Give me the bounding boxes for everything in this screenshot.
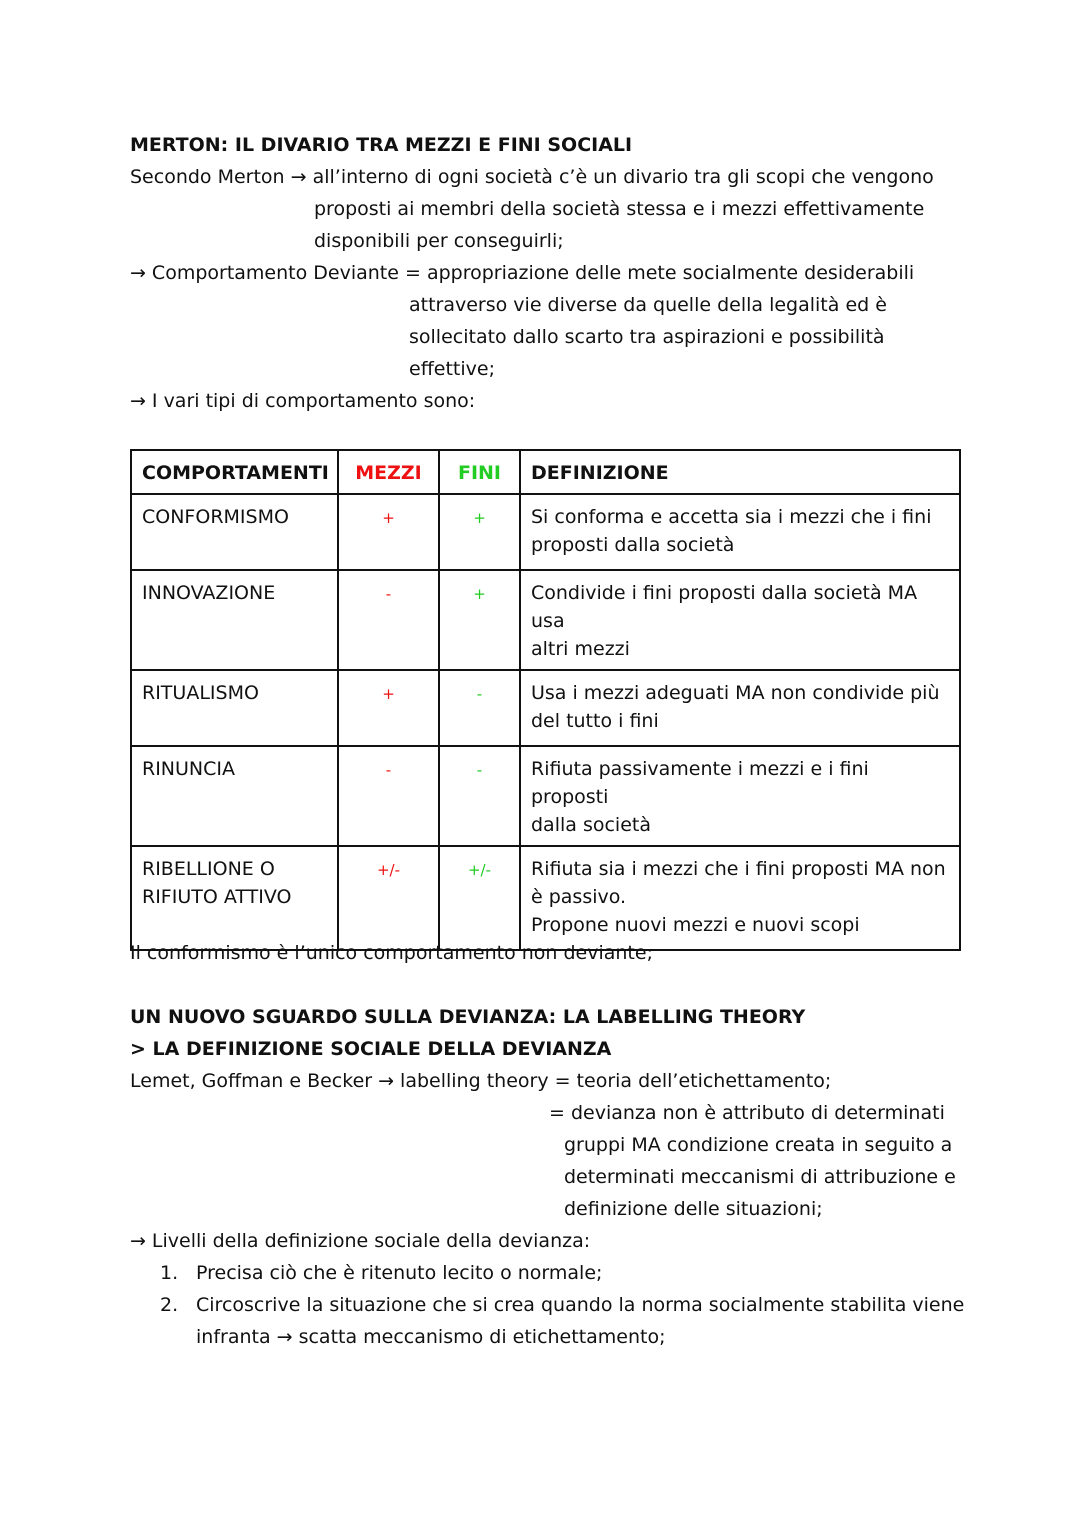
list-number: 2. xyxy=(160,1294,179,1316)
theory-text: labelling theory = teoria dell’etichettamento; xyxy=(400,1070,832,1092)
name-line: RIBELLIONE O xyxy=(142,858,275,880)
types-intro-text: I vari tipi di comportamento sono: xyxy=(151,390,476,412)
section-title-labelling: UN NUOVO SGUARDO SULLA DEVIANZA: LA LABELLING THEORY xyxy=(130,1006,806,1028)
levels-intro xyxy=(130,1225,590,1257)
fini-sign: - xyxy=(476,761,483,779)
def-line: Propone nuovi mezzi e nuovi scopi xyxy=(531,914,860,936)
deviant-line-2: attraverso vie diverse da quelle della legalità ed è xyxy=(409,294,887,316)
def-line: Si conforma e accetta sia i mezzi che i fini xyxy=(531,506,932,528)
cell-fini xyxy=(439,570,520,670)
arrow-right-icon: → xyxy=(130,1230,146,1252)
list-item-continuation xyxy=(160,1321,964,1353)
intro-label: Secondo Merton xyxy=(130,166,285,188)
cell-fini xyxy=(439,746,520,846)
arrow-right-icon: → xyxy=(130,390,146,412)
cell-definizione xyxy=(520,846,960,950)
authors: Lemet, Goffman e Becker xyxy=(130,1070,373,1092)
cell-name xyxy=(131,846,338,950)
def-line: Rifiuta passivamente i mezzi e i fini proposti xyxy=(531,758,869,808)
cell-fini xyxy=(439,846,520,950)
table-row xyxy=(131,846,960,950)
arrow-right-icon: → xyxy=(290,166,307,188)
cell-definizione xyxy=(520,746,960,846)
fini-sign: + xyxy=(473,509,486,527)
def-line: del tutto i fini xyxy=(531,710,659,732)
cell-fini xyxy=(439,670,520,746)
list-text: Precisa ciò che è ritenuto lecito o normale; xyxy=(196,1262,603,1284)
cell-name: CONFORMISMO xyxy=(131,494,338,570)
list-number: 1. xyxy=(160,1262,179,1284)
fini-sign: +/- xyxy=(467,861,492,879)
fini-sign: - xyxy=(476,685,483,703)
deviant-line-3: sollecitato dallo scarto tra aspirazioni e possibilità xyxy=(409,326,885,348)
table-row xyxy=(131,670,960,746)
types-intro xyxy=(130,385,475,417)
header-fini: FINI xyxy=(439,450,520,494)
table-row xyxy=(131,570,960,670)
section-subtitle: > LA DEFINIZIONE SOCIALE DELLA DEVIANZA xyxy=(130,1038,612,1060)
intro-text: all’interno di ogni società c’è un divario tra gli scopi che vengono xyxy=(312,166,934,188)
cell-definizione xyxy=(520,670,960,746)
cell-name: RITUALISMO xyxy=(131,670,338,746)
def-line: Usa i mezzi adeguati MA non condivide più xyxy=(531,682,940,704)
header-comportamenti: COMPORTAMENTI xyxy=(131,450,338,494)
arrow-right-icon: → xyxy=(276,1326,293,1348)
mezzi-sign: +/- xyxy=(376,861,401,879)
table-row xyxy=(131,746,960,846)
mezzi-sign: - xyxy=(385,761,392,779)
cell-definizione xyxy=(520,570,960,670)
deviant-line-4: effettive; xyxy=(409,358,495,380)
mezzi-sign: + xyxy=(382,509,395,527)
levels-list xyxy=(160,1257,964,1353)
deviant-label: Comportamento Deviante = xyxy=(151,262,421,284)
cell-definizione xyxy=(520,494,960,570)
behaviour-table xyxy=(130,449,961,951)
def-line: Condivide i fini proposti dalla società MA usa xyxy=(531,582,918,632)
section-title-merton: MERTON: IL DIVARIO TRA MEZZI E FINI SOCIALI xyxy=(130,134,633,156)
def-line: proposti dalla società xyxy=(531,534,735,556)
def-line-4: definizione delle situazioni; xyxy=(564,1198,823,1220)
list-text: Circoscrive la situazione che si crea quando la norma socialmente stabilita viene xyxy=(196,1294,965,1316)
def-line: dalla società xyxy=(531,814,651,836)
intro-line-1 xyxy=(130,161,934,193)
list-text-tail: scatta meccanismo di etichettamento; xyxy=(298,1326,666,1348)
table-header-row xyxy=(131,450,960,494)
name-line: RIFIUTO ATTIVO xyxy=(142,886,292,908)
list-text: infranta xyxy=(196,1326,271,1348)
list-item xyxy=(160,1289,964,1321)
deviant-text: appropriazione delle mete socialmente desiderabili xyxy=(426,262,915,284)
def-line: altri mezzi xyxy=(531,638,630,660)
cell-mezzi xyxy=(338,746,439,846)
cell-name: INNOVAZIONE xyxy=(131,570,338,670)
intro-line-3: disponibili per conseguirli; xyxy=(314,230,564,252)
def-line-1: = devianza non è attributo di determinati xyxy=(549,1102,945,1124)
arrow-right-icon: → xyxy=(378,1070,395,1092)
cell-fini xyxy=(439,494,520,570)
cell-name: RINUNCIA xyxy=(131,746,338,846)
header-definizione: DEFINIZIONE xyxy=(520,450,960,494)
authors-line xyxy=(130,1065,831,1097)
header-mezzi: MEZZI xyxy=(338,450,439,494)
cell-mezzi xyxy=(338,494,439,570)
def-line: è passivo. xyxy=(531,886,627,908)
cell-mezzi xyxy=(338,846,439,950)
arrow-right-icon: → xyxy=(130,262,146,284)
table-row xyxy=(131,494,960,570)
mezzi-sign: - xyxy=(385,585,392,603)
cell-mezzi xyxy=(338,570,439,670)
fini-sign: + xyxy=(473,585,486,603)
intro-line-2: proposti ai membri della società stessa e i mezzi effettivamente xyxy=(314,198,925,220)
def-line-2: gruppi MA condizione creata in seguito a xyxy=(564,1134,953,1156)
cell-mezzi xyxy=(338,670,439,746)
mezzi-sign: + xyxy=(382,685,395,703)
conclusion: Il conformismo è l’unico comportamento non deviante; xyxy=(130,942,653,964)
list-item xyxy=(160,1257,964,1289)
def-line: Rifiuta sia i mezzi che i fini proposti MA non xyxy=(531,858,946,880)
levels-intro-text: Livelli della definizione sociale della devianza: xyxy=(151,1230,591,1252)
deviant-line-1 xyxy=(130,257,914,289)
def-line-3: determinati meccanismi di attribuzione e xyxy=(564,1166,956,1188)
